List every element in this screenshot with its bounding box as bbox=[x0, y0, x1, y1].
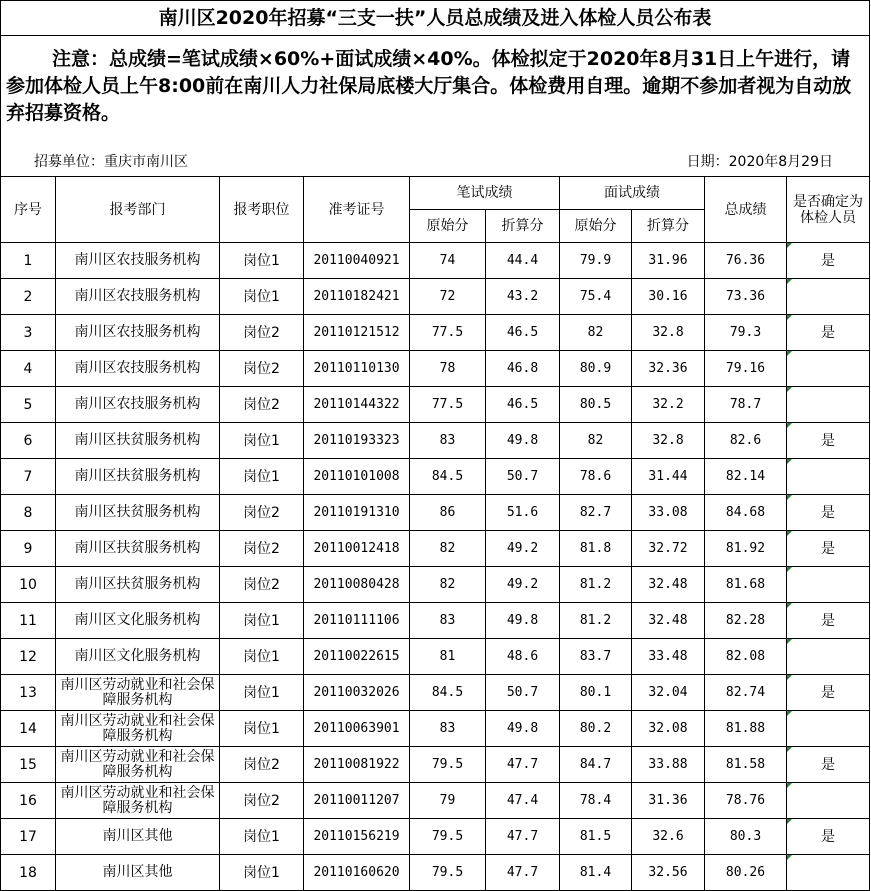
cell-position[interactable]: 岗位2 bbox=[220, 351, 304, 387]
cell-total[interactable]: 73.36 bbox=[705, 279, 787, 315]
cell-interview-raw[interactable]: 80.5 bbox=[560, 387, 632, 423]
cell-position[interactable]: 岗位2 bbox=[220, 315, 304, 351]
cell-total[interactable]: 81.88 bbox=[705, 711, 787, 747]
cell-confirmed[interactable]: 是 bbox=[787, 423, 870, 459]
cell-position[interactable]: 岗位1 bbox=[220, 423, 304, 459]
cell-no[interactable]: 15 bbox=[1, 747, 56, 783]
table-row bbox=[1, 459, 870, 495]
cell-total[interactable]: 78.76 bbox=[705, 783, 787, 819]
cell-position[interactable]: 岗位2 bbox=[220, 495, 304, 531]
cell-interview-scaled[interactable]: 31.44 bbox=[632, 459, 705, 495]
cell-written-raw[interactable]: 78 bbox=[410, 351, 486, 387]
cell-interview-scaled[interactable]: 32.08 bbox=[632, 711, 705, 747]
cell-total[interactable]: 76.36 bbox=[705, 243, 787, 279]
cell-no[interactable]: 5 bbox=[1, 387, 56, 423]
recruiting-unit-label: 招募单位：重庆市南川区 bbox=[34, 154, 188, 170]
cell-interview-scaled[interactable]: 33.08 bbox=[632, 495, 705, 531]
cell-written-raw[interactable]: 84.5 bbox=[410, 675, 486, 711]
cell-interview-raw[interactable]: 82 bbox=[560, 423, 632, 459]
cell-interview-raw[interactable]: 80.2 bbox=[560, 711, 632, 747]
table-row bbox=[1, 783, 870, 819]
cell-written-scaled[interactable]: 50.7 bbox=[486, 675, 560, 711]
cell-written-scaled[interactable]: 47.7 bbox=[486, 855, 560, 891]
page-title: 南川区2020年招募“三支一扶”人员总成绩及进入体检人员公布表 bbox=[0, 0, 870, 36]
cell-total[interactable]: 80.3 bbox=[705, 819, 787, 855]
cell-no[interactable]: 16 bbox=[1, 783, 56, 819]
header-interview-raw[interactable]: 原始分 bbox=[560, 210, 632, 243]
results-table bbox=[0, 176, 870, 891]
cell-exam-id[interactable]: 20110040921 bbox=[304, 243, 410, 279]
cell-interview-scaled[interactable]: 32.8 bbox=[632, 315, 705, 351]
table-row bbox=[1, 639, 870, 675]
cell-exam-id[interactable]: 20110032026 bbox=[304, 675, 410, 711]
cell-exam-id[interactable]: 20110182421 bbox=[304, 279, 410, 315]
cell-written-raw[interactable]: 74 bbox=[410, 243, 486, 279]
cell-written-scaled[interactable]: 47.7 bbox=[486, 747, 560, 783]
cell-exam-id[interactable]: 20110011207 bbox=[304, 783, 410, 819]
cell-position[interactable]: 岗位1 bbox=[220, 855, 304, 891]
cell-total[interactable]: 78.7 bbox=[705, 387, 787, 423]
cell-written-scaled[interactable]: 49.2 bbox=[486, 531, 560, 567]
table-row bbox=[1, 711, 870, 747]
cell-total[interactable]: 82.6 bbox=[705, 423, 787, 459]
cell-exam-id[interactable]: 20110121512 bbox=[304, 315, 410, 351]
cell-exam-id[interactable]: 20110080428 bbox=[304, 567, 410, 603]
cell-total[interactable]: 81.68 bbox=[705, 567, 787, 603]
cell-total[interactable]: 79.16 bbox=[705, 351, 787, 387]
cell-interview-scaled[interactable]: 31.96 bbox=[632, 243, 705, 279]
cell-indicator-icon bbox=[787, 747, 792, 752]
cell-exam-id[interactable]: 20110022615 bbox=[304, 639, 410, 675]
cell-written-raw[interactable]: 83 bbox=[410, 423, 486, 459]
cell-indicator-icon bbox=[787, 603, 792, 608]
cell-exam-id[interactable]: 20110156219 bbox=[304, 819, 410, 855]
cell-interview-scaled[interactable]: 32.8 bbox=[632, 423, 705, 459]
table-row bbox=[1, 351, 870, 387]
cell-indicator-icon bbox=[787, 243, 792, 248]
cell-written-scaled[interactable]: 48.6 bbox=[486, 639, 560, 675]
cell-no[interactable]: 4 bbox=[1, 351, 56, 387]
cell-confirmed[interactable] bbox=[787, 855, 870, 891]
cell-no[interactable]: 11 bbox=[1, 603, 56, 639]
cell-dept[interactable]: 南川区农技服务机构 bbox=[56, 243, 220, 279]
table-body bbox=[1, 243, 870, 891]
cell-indicator-icon bbox=[787, 819, 792, 824]
cell-written-raw[interactable]: 81 bbox=[410, 639, 486, 675]
cell-position[interactable]: 岗位1 bbox=[220, 819, 304, 855]
cell-total[interactable]: 82.14 bbox=[705, 459, 787, 495]
cell-written-raw[interactable]: 77.5 bbox=[410, 387, 486, 423]
cell-interview-raw[interactable]: 80.1 bbox=[560, 675, 632, 711]
cell-position[interactable]: 岗位2 bbox=[220, 747, 304, 783]
table-row bbox=[1, 855, 870, 891]
header-position[interactable]: 报考职位 bbox=[220, 177, 304, 243]
cell-interview-scaled[interactable]: 32.36 bbox=[632, 351, 705, 387]
cell-indicator-icon bbox=[787, 855, 792, 860]
table-row bbox=[1, 387, 870, 423]
notice-text: 注意：总成绩=笔试成绩×60%+面试成绩×40%。体检拟定于2020年8月31日上午进行，请参加体检人员上午8:00前在南川人力社保局底楼大厅集合。体检费用自理。逾期不参加者视为自动放弃招募资格。 bbox=[0, 36, 870, 144]
cell-written-scaled[interactable]: 51.6 bbox=[486, 495, 560, 531]
cell-no[interactable]: 1 bbox=[1, 243, 56, 279]
cell-no[interactable]: 6 bbox=[1, 423, 56, 459]
cell-written-raw[interactable]: 79 bbox=[410, 783, 486, 819]
cell-written-scaled[interactable]: 46.5 bbox=[486, 387, 560, 423]
cell-indicator-icon bbox=[787, 531, 792, 536]
cell-dept[interactable]: 南川区扶贫服务机构 bbox=[56, 423, 220, 459]
cell-dept[interactable]: 南川区农技服务机构 bbox=[56, 315, 220, 351]
cell-confirmed[interactable] bbox=[787, 351, 870, 387]
cell-indicator-icon bbox=[787, 387, 792, 392]
cell-interview-raw[interactable]: 81.5 bbox=[560, 819, 632, 855]
cell-no[interactable]: 9 bbox=[1, 531, 56, 567]
header-total[interactable]: 总成绩 bbox=[705, 177, 787, 243]
cell-position[interactable]: 岗位1 bbox=[220, 675, 304, 711]
cell-exam-id[interactable]: 20110111106 bbox=[304, 603, 410, 639]
cell-dept[interactable]: 南川区扶贫服务机构 bbox=[56, 459, 220, 495]
header-exam-id[interactable]: 准考证号 bbox=[304, 177, 410, 243]
cell-interview-raw[interactable]: 84.7 bbox=[560, 747, 632, 783]
cell-interview-raw[interactable]: 78.6 bbox=[560, 459, 632, 495]
cell-written-raw[interactable]: 79.5 bbox=[410, 819, 486, 855]
cell-exam-id[interactable]: 20110160620 bbox=[304, 855, 410, 891]
cell-position[interactable]: 岗位2 bbox=[220, 567, 304, 603]
cell-written-raw[interactable]: 79.5 bbox=[410, 855, 486, 891]
cell-confirmed[interactable] bbox=[787, 639, 870, 675]
table-row bbox=[1, 423, 870, 459]
cell-indicator-icon bbox=[787, 279, 792, 284]
cell-written-scaled[interactable]: 47.7 bbox=[486, 819, 560, 855]
cell-indicator-icon bbox=[787, 495, 792, 500]
header-written[interactable]: 笔试成绩 bbox=[410, 177, 560, 210]
cell-exam-id[interactable]: 20110101008 bbox=[304, 459, 410, 495]
cell-written-raw[interactable]: 72 bbox=[410, 279, 486, 315]
cell-interview-scaled[interactable]: 32.48 bbox=[632, 567, 705, 603]
cell-total[interactable]: 79.3 bbox=[705, 315, 787, 351]
cell-position[interactable]: 岗位1 bbox=[220, 243, 304, 279]
cell-dept[interactable]: 南川区劳动就业和社会保障服务机构 bbox=[56, 711, 220, 747]
cell-dept[interactable]: 南川区扶贫服务机构 bbox=[56, 567, 220, 603]
cell-indicator-icon bbox=[787, 567, 792, 572]
cell-interview-raw[interactable]: 81.4 bbox=[560, 855, 632, 891]
cell-written-scaled[interactable]: 46.5 bbox=[486, 315, 560, 351]
date-label: 日期：2020年8月29日 bbox=[686, 154, 833, 170]
cell-indicator-icon bbox=[787, 459, 792, 464]
cell-confirmed[interactable] bbox=[787, 387, 870, 423]
cell-interview-raw[interactable]: 80.9 bbox=[560, 351, 632, 387]
cell-no[interactable]: 18 bbox=[1, 855, 56, 891]
cell-dept[interactable]: 南川区劳动就业和社会保障服务机构 bbox=[56, 675, 220, 711]
cell-written-raw[interactable]: 77.5 bbox=[410, 315, 486, 351]
cell-interview-scaled[interactable]: 32.72 bbox=[632, 531, 705, 567]
header-no[interactable]: 序号 bbox=[1, 177, 56, 243]
cell-interview-raw[interactable]: 83.7 bbox=[560, 639, 632, 675]
header-confirmed[interactable]: 是否确定为体检人员 bbox=[787, 177, 870, 243]
cell-written-scaled[interactable]: 43.2 bbox=[486, 279, 560, 315]
cell-confirmed[interactable]: 是 bbox=[787, 243, 870, 279]
table-row bbox=[1, 747, 870, 783]
cell-confirmed[interactable]: 是 bbox=[787, 747, 870, 783]
cell-no[interactable]: 17 bbox=[1, 819, 56, 855]
cell-no[interactable]: 3 bbox=[1, 315, 56, 351]
cell-confirmed[interactable] bbox=[787, 783, 870, 819]
cell-interview-scaled[interactable]: 32.6 bbox=[632, 819, 705, 855]
cell-interview-scaled[interactable]: 33.88 bbox=[632, 747, 705, 783]
cell-interview-raw[interactable]: 82 bbox=[560, 315, 632, 351]
cell-confirmed[interactable]: 是 bbox=[787, 531, 870, 567]
cell-written-scaled[interactable]: 44.4 bbox=[486, 243, 560, 279]
cell-dept[interactable]: 南川区劳动就业和社会保障服务机构 bbox=[56, 783, 220, 819]
cell-written-raw[interactable]: 83 bbox=[410, 711, 486, 747]
cell-position[interactable]: 岗位1 bbox=[220, 459, 304, 495]
header-interview[interactable]: 面试成绩 bbox=[560, 177, 705, 210]
cell-confirmed[interactable] bbox=[787, 279, 870, 315]
table-row bbox=[1, 675, 870, 711]
cell-confirmed[interactable]: 是 bbox=[787, 819, 870, 855]
cell-interview-raw[interactable]: 79.9 bbox=[560, 243, 632, 279]
cell-written-raw[interactable]: 82 bbox=[410, 567, 486, 603]
cell-dept[interactable]: 南川区文化服务机构 bbox=[56, 603, 220, 639]
table-row bbox=[1, 603, 870, 639]
cell-dept[interactable]: 南川区农技服务机构 bbox=[56, 351, 220, 387]
cell-dept[interactable]: 南川区文化服务机构 bbox=[56, 639, 220, 675]
cell-exam-id[interactable]: 20110144322 bbox=[304, 387, 410, 423]
cell-position[interactable]: 岗位1 bbox=[220, 603, 304, 639]
cell-confirmed[interactable] bbox=[787, 459, 870, 495]
cell-position[interactable]: 岗位2 bbox=[220, 531, 304, 567]
cell-confirmed[interactable]: 是 bbox=[787, 315, 870, 351]
header-written-raw[interactable]: 原始分 bbox=[410, 210, 486, 243]
cell-no[interactable]: 2 bbox=[1, 279, 56, 315]
cell-total[interactable]: 80.26 bbox=[705, 855, 787, 891]
cell-exam-id[interactable]: 20110063901 bbox=[304, 711, 410, 747]
cell-dept[interactable]: 南川区农技服务机构 bbox=[56, 387, 220, 423]
cell-interview-scaled[interactable]: 31.36 bbox=[632, 783, 705, 819]
cell-written-scaled[interactable]: 50.7 bbox=[486, 459, 560, 495]
cell-interview-scaled[interactable]: 32.04 bbox=[632, 675, 705, 711]
cell-indicator-icon bbox=[787, 783, 792, 788]
cell-written-raw[interactable]: 83 bbox=[410, 603, 486, 639]
cell-written-scaled[interactable]: 49.2 bbox=[486, 567, 560, 603]
cell-interview-raw[interactable]: 81.8 bbox=[560, 531, 632, 567]
cell-indicator-icon bbox=[787, 711, 792, 716]
table-row bbox=[1, 819, 870, 855]
cell-interview-scaled[interactable]: 32.56 bbox=[632, 855, 705, 891]
cell-indicator-icon bbox=[787, 423, 792, 428]
cell-position[interactable]: 岗位2 bbox=[220, 783, 304, 819]
meta-row bbox=[0, 144, 870, 177]
header-written-scaled[interactable]: 折算分 bbox=[486, 210, 560, 243]
cell-exam-id[interactable]: 20110193323 bbox=[304, 423, 410, 459]
cell-total[interactable]: 81.58 bbox=[705, 747, 787, 783]
cell-exam-id[interactable]: 20110081922 bbox=[304, 747, 410, 783]
cell-position[interactable]: 岗位1 bbox=[220, 639, 304, 675]
cell-no[interactable]: 8 bbox=[1, 495, 56, 531]
cell-dept[interactable]: 南川区扶贫服务机构 bbox=[56, 495, 220, 531]
cell-interview-scaled[interactable]: 33.48 bbox=[632, 639, 705, 675]
cell-total[interactable]: 81.92 bbox=[705, 531, 787, 567]
cell-confirmed[interactable]: 是 bbox=[787, 603, 870, 639]
cell-confirmed[interactable] bbox=[787, 567, 870, 603]
cell-no[interactable]: 10 bbox=[1, 567, 56, 603]
cell-written-scaled[interactable]: 49.8 bbox=[486, 711, 560, 747]
cell-total[interactable]: 84.68 bbox=[705, 495, 787, 531]
table-row bbox=[1, 495, 870, 531]
cell-position[interactable]: 岗位1 bbox=[220, 711, 304, 747]
cell-confirmed[interactable]: 是 bbox=[787, 495, 870, 531]
table-row bbox=[1, 279, 870, 315]
cell-no[interactable]: 13 bbox=[1, 675, 56, 711]
cell-written-scaled[interactable]: 49.8 bbox=[486, 603, 560, 639]
cell-indicator-icon bbox=[787, 351, 792, 356]
cell-position[interactable]: 岗位2 bbox=[220, 387, 304, 423]
cell-indicator-icon bbox=[787, 315, 792, 320]
cell-exam-id[interactable]: 20110110130 bbox=[304, 351, 410, 387]
table-row bbox=[1, 243, 870, 279]
cell-total[interactable]: 82.08 bbox=[705, 639, 787, 675]
cell-dept[interactable]: 南川区农技服务机构 bbox=[56, 279, 220, 315]
cell-total[interactable]: 82.74 bbox=[705, 675, 787, 711]
cell-written-raw[interactable]: 79.5 bbox=[410, 747, 486, 783]
cell-dept[interactable]: 南川区扶贫服务机构 bbox=[56, 531, 220, 567]
cell-written-raw[interactable]: 82 bbox=[410, 531, 486, 567]
cell-indicator-icon bbox=[787, 639, 792, 644]
cell-no[interactable]: 12 bbox=[1, 639, 56, 675]
cell-written-raw[interactable]: 86 bbox=[410, 495, 486, 531]
cell-interview-raw[interactable]: 81.2 bbox=[560, 567, 632, 603]
table-row bbox=[1, 567, 870, 603]
cell-dept[interactable]: 南川区其他 bbox=[56, 855, 220, 891]
cell-no[interactable]: 7 bbox=[1, 459, 56, 495]
cell-total[interactable]: 82.28 bbox=[705, 603, 787, 639]
cell-interview-scaled[interactable]: 32.2 bbox=[632, 387, 705, 423]
cell-no[interactable]: 14 bbox=[1, 711, 56, 747]
cell-confirmed[interactable] bbox=[787, 711, 870, 747]
cell-exam-id[interactable]: 20110191310 bbox=[304, 495, 410, 531]
cell-interview-raw[interactable]: 78.4 bbox=[560, 783, 632, 819]
cell-position[interactable]: 岗位1 bbox=[220, 279, 304, 315]
cell-dept[interactable]: 南川区其他 bbox=[56, 819, 220, 855]
cell-written-scaled[interactable]: 49.8 bbox=[486, 423, 560, 459]
header-dept[interactable]: 报考部门 bbox=[56, 177, 220, 243]
cell-dept[interactable]: 南川区劳动就业和社会保障服务机构 bbox=[56, 747, 220, 783]
table-row bbox=[1, 315, 870, 351]
cell-interview-raw[interactable]: 82.7 bbox=[560, 495, 632, 531]
cell-written-scaled[interactable]: 46.8 bbox=[486, 351, 560, 387]
cell-interview-scaled[interactable]: 30.16 bbox=[632, 279, 705, 315]
cell-exam-id[interactable]: 20110012418 bbox=[304, 531, 410, 567]
cell-written-scaled[interactable]: 47.4 bbox=[486, 783, 560, 819]
cell-indicator-icon bbox=[787, 675, 792, 680]
table-row bbox=[1, 531, 870, 567]
cell-interview-raw[interactable]: 75.4 bbox=[560, 279, 632, 315]
header-interview-scaled[interactable]: 折算分 bbox=[632, 210, 705, 243]
cell-interview-scaled[interactable]: 32.48 bbox=[632, 603, 705, 639]
cell-confirmed[interactable]: 是 bbox=[787, 675, 870, 711]
cell-written-raw[interactable]: 84.5 bbox=[410, 459, 486, 495]
cell-interview-raw[interactable]: 81.2 bbox=[560, 603, 632, 639]
